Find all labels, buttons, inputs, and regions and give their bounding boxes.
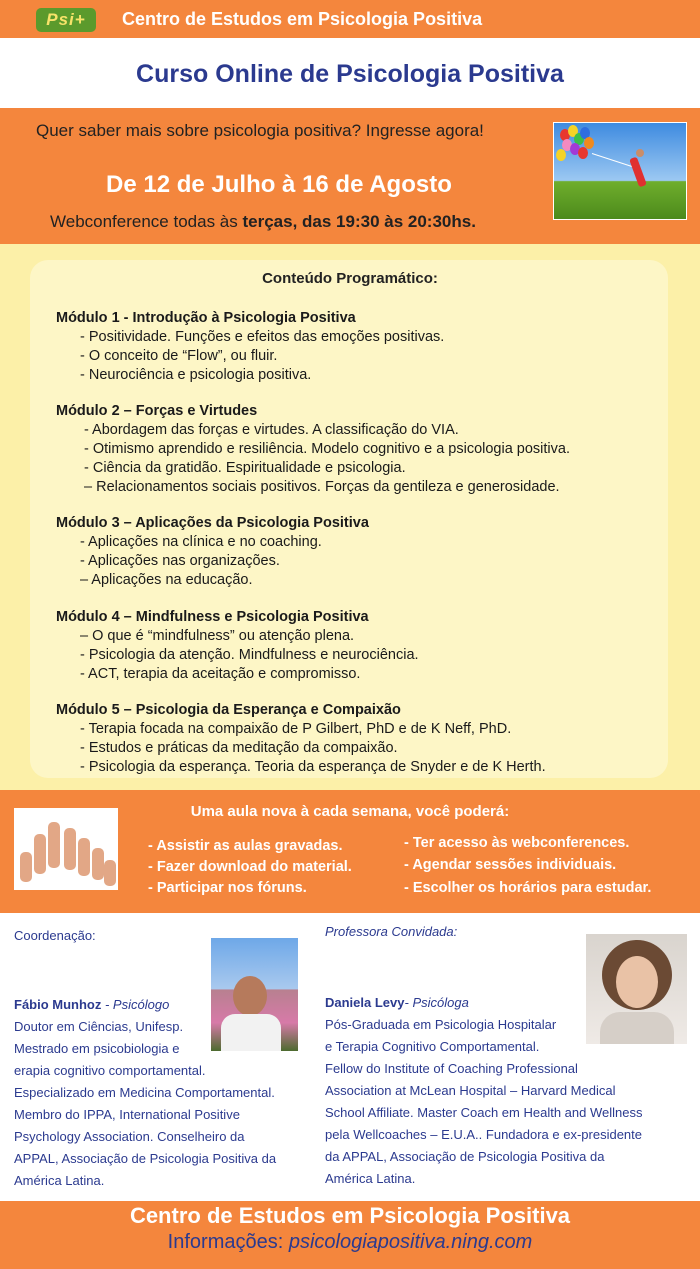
benefits-title: Uma aula nova à cada semana, você poderá:	[190, 803, 510, 820]
module-item: - O conceito de “Flow”, ou fluir.	[80, 348, 278, 364]
footer-banner	[0, 1201, 700, 1269]
benefit-item: - Assistir as aulas gravadas.	[148, 838, 343, 854]
benefit-item: - Agendar sessões individuais.	[404, 857, 617, 873]
guest-bio	[325, 992, 695, 1190]
guest-role: - Psicóloga	[404, 995, 469, 1010]
module-item: - Ciência da gratidão. Espiritualidade e psicologia.	[84, 460, 406, 476]
benefit-item: - Fazer download do material.	[148, 859, 352, 875]
course-title: Curso Online de Psicologia Positiva	[136, 60, 564, 88]
module-item: - ACT, terapia da aceitação e compromisso.	[80, 666, 361, 682]
program-heading: Conteúdo Programático:	[262, 270, 438, 287]
hero-question: Quer saber mais sobre psicologia positiva? Ingresse agora!	[36, 121, 484, 140]
bio-line: América Latina.	[325, 1171, 416, 1186]
benefit-item: - Participar nos fóruns.	[148, 880, 307, 896]
module-title: Módulo 1 - Introdução à Psicologia Positiva	[56, 310, 356, 326]
guest-name: Daniela Levy	[325, 995, 405, 1010]
module-3	[56, 514, 369, 590]
footer-info	[0, 1231, 700, 1254]
module-item: - Positividade. Funções e efeitos das emoções positivas.	[80, 329, 445, 345]
module-item: - Psicologia da esperança. Teoria da esperança de Snyder e de K Herth.	[80, 759, 546, 775]
bio-line: School Affiliate. Master Coach em Health and Wellness	[325, 1105, 643, 1120]
footer-title: Centro de Estudos em Psicologia Positiva	[129, 1203, 571, 1228]
module-5	[56, 701, 546, 777]
module-item: - Neurociência e psicologia positiva.	[80, 367, 312, 383]
module-item: - Abordagem das forças e virtudes. A classificação do VIA.	[84, 422, 459, 438]
webconference-schedule	[50, 212, 476, 232]
bio-line: e Terapia Cognitivo Comportamental.	[325, 1039, 540, 1054]
coordinator-bio	[14, 994, 334, 1192]
webconference-prefix: Webconference todas às	[50, 212, 243, 231]
bio-line: APPAL, Associação de Psicologia Positiva da	[14, 1151, 277, 1166]
module-item: – O que é “mindfulness” ou atenção plena.	[80, 628, 355, 644]
bio-line: Psychology Association. Conselheiro da	[14, 1129, 245, 1144]
bio-line: Membro do IPPA, International Positive	[14, 1107, 240, 1122]
bio-line: Association at McLean Hospital – Harvard Medical	[325, 1083, 616, 1098]
benefit-item: - Escolher os horários para estudar.	[404, 880, 652, 896]
module-item: - Estudos e práticas da meditação da compaixão.	[80, 740, 398, 756]
module-item: - Psicologia da atenção. Mindfulness e neurociência.	[80, 647, 419, 663]
course-dates: De 12 de Julho à 16 de Agosto	[106, 171, 452, 198]
center-name: Centro de Estudos em Psicologia Positiva	[122, 9, 483, 29]
bio-line: Fellow do Institute of Coaching Professional	[325, 1061, 578, 1076]
module-title: Módulo 2 – Forças e Virtudes	[56, 403, 258, 419]
module-item: - Terapia focada na compaixão de P Gilbert, PhD e de K Neff, PhD.	[80, 721, 512, 737]
hero-banner	[0, 108, 700, 244]
coordinator-role: - Psicólogo	[101, 997, 170, 1012]
benefit-item: - Ter acesso às webconferences.	[404, 835, 630, 851]
module-item: - Aplicações na clínica e no coaching.	[80, 534, 322, 550]
module-item: – Aplicações na educação.	[80, 572, 253, 588]
bio-line: erapia cognitivo comportamental.	[14, 1063, 206, 1078]
module-2	[56, 402, 570, 497]
bio-line: pela Wellcoaches – E.U.A.. Fundadora e ex-presidente	[325, 1127, 642, 1142]
module-1	[56, 309, 444, 385]
bio-line: Pós-Graduada em Psicologia Hospitalar	[325, 1017, 557, 1032]
bio-line: da APPAL, Associação de Psicologia Positiva da	[325, 1149, 605, 1164]
module-title: Módulo 4 – Mindfulness e Psicologia Positiva	[56, 609, 369, 625]
benefits-banner	[0, 790, 700, 913]
thumbs-up-hands-photo	[14, 808, 118, 890]
balloons-jumping-woman-photo	[553, 122, 687, 220]
module-4	[56, 608, 419, 684]
coordinator-name: Fábio Munhoz	[14, 997, 102, 1012]
bio-line: Doutor em Ciências, Unifesp.	[14, 1019, 184, 1034]
module-item: - Otimismo aprendido e resiliência. Modelo cognitivo e a psicologia positiva.	[84, 441, 570, 457]
module-item: – Relacionamentos sociais positivos. Forças da gentileza e generosidade.	[84, 479, 560, 495]
webconference-time: terças, das 19:30 às 20:30hs.	[242, 212, 476, 231]
bio-line: América Latina.	[14, 1173, 105, 1188]
website-link[interactable]: psicologiapositiva.ning.com	[288, 1231, 533, 1253]
module-title: Módulo 5 – Psicologia da Esperança e Compaixão	[56, 702, 401, 718]
top-banner	[0, 0, 700, 38]
guest-professor-label: Professora Convidada:	[325, 924, 458, 939]
coordination-label: Coordenação:	[14, 928, 96, 943]
module-title: Módulo 3 – Aplicações da Psicologia Positiva	[56, 515, 369, 531]
footer-info-label: Informações:	[167, 1231, 289, 1253]
psi-plus-logo: Psi+	[36, 8, 96, 32]
module-item: - Aplicações nas organizações.	[80, 553, 280, 569]
bio-line: Especializado em Medicina Comportamental.	[14, 1085, 275, 1100]
bio-line: Mestrado em psicobiologia e	[14, 1041, 180, 1056]
